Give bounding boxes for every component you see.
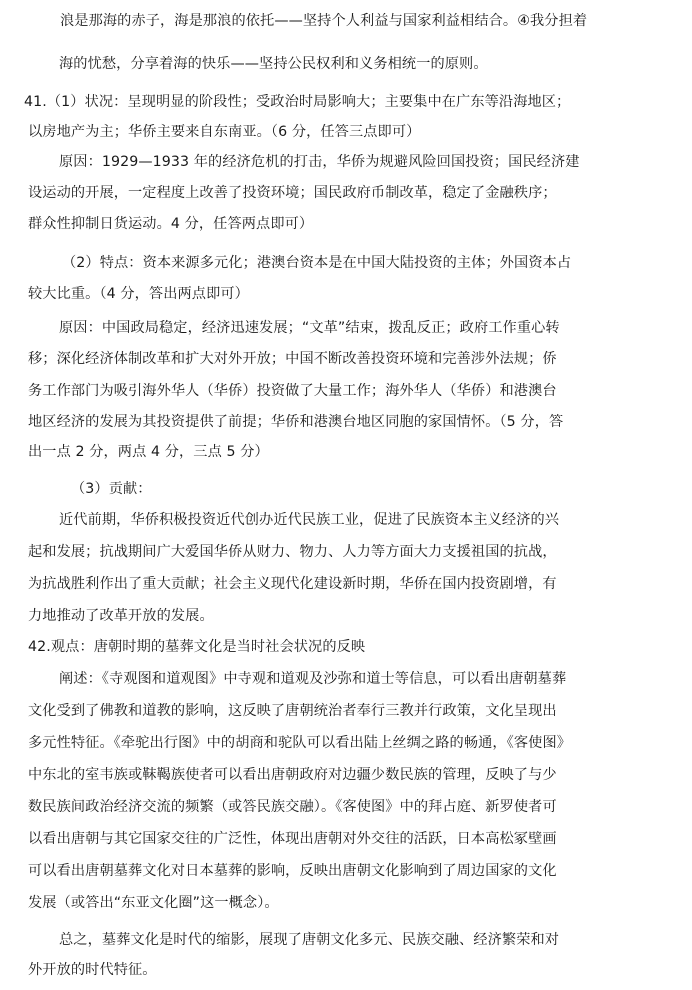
text-line: 浪是那海的赤子，海是那浪的依托——坚持个人利益与国家利益相结合。④我分担着 [60,13,588,29]
text-line: 阐述：《寺观图和道观图》中寺观和道观及沙弥和道士等信息，可以看出唐朝墓葬 [59,671,567,687]
text-line: 数民族间政治经济交流的频繁（或答民族交融）。《客使图》中的拜占庭、新罗使者可 [28,799,557,815]
text-line: 群众性抑制日货运动。4 分，任答两点即可） [28,216,314,232]
text-line: 较大比重。（4 分，答出两点即可） [28,286,249,302]
text-line: 多元性特征。《牵驼出行图》中的胡商和驼队可以看出陆上丝绸之路的畅通，《客使图》 [28,735,572,751]
text-line: 以房地产为主；华侨主要来自东南亚。（6 分，任答三点即可） [28,124,421,140]
text-line: 务工作部门为吸引海外华人（华侨）投资做了大量工作；海外华人（华侨）和港澳台 [28,383,557,399]
text-line: 外开放的时代特征。 [28,962,157,978]
text-line: 力地推动了改革开放的发展。 [28,608,214,624]
text-line: 文化受到了佛教和道教的影响，这反映了唐朝统治者奉行三教并行政策，文化呈现出 [28,703,557,719]
text-line: 总之，墓葬文化是时代的缩影，展现了唐朝文化多元、民族交融、经济繁荣和对 [59,932,560,948]
text-line: 出一点 2 分，两点 4 分，三点 5 分） [28,444,269,460]
text-line: 起和发展；抗战期间广大爱国华侨从财力、物力、人力等方面大力支援祖国的抗战， [28,544,557,560]
text-line: 41.（1）状况：呈现明显的阶段性；受政治时局影响大；主要集中在广东等沿海地区； [24,94,571,110]
text-line: 原因：中国政局稳定，经济迅速发展；“文革”结束，拨乱反正；政府工作重心转 [59,320,560,336]
text-line: 海的忧愁，分享着海的快乐——坚持公民权利和义务相统一的原则。 [59,56,488,72]
text-line: 42.观点：唐朝时期的墓葬文化是当时社会状况的反映 [28,639,366,655]
text-line: 以看出唐朝与其它国家交往的广泛性，体现出唐朝对外交往的活跃，日本高松冢壁画 [28,831,557,847]
text-line: 可以看出唐朝墓葬文化对日本墓葬的影响，反映出唐朝文化影响到了周边国家的文化 [28,863,557,879]
text-line: 近代前期，华侨积极投资近代创办近代民族工业，促进了民族资本主义经济的兴 [59,512,560,528]
text-line: 地区经济的发展为其投资提供了前提；华侨和港澳台地区同胞的家国情怀。（5 分，答 [28,414,564,430]
text-line: 移；深化经济体制改革和扩大对外开放；中国不断改善投资环境和完善涉外法规；侨 [28,351,557,367]
text-line: 原因：1929—1933 年的经济危机的打击，华侨为规避风险回国投资；国民经济建 [59,154,580,170]
text-line: 中东北的室韦族或靺鞨族使者可以看出唐朝政府对边疆少数民族的管理，反映了与少 [28,767,557,783]
text-line: 发展（或答出“东亚文化圈”这一概念）。 [28,895,279,911]
text-line: 为抗战胜利作出了重大贡献；社会主义现代化建设新时期，华侨在国内投资剧增，有 [28,576,557,592]
text-line: （2）特点：资本来源多元化；港澳台资本是在中国大陆投资的主体；外国资本占 [62,255,572,271]
text-line: （3）贡献： [71,481,152,497]
text-line: 设运动的开展，一定程度上改善了投资环境；国民政府币制改革，稳定了金融秩序； [28,185,557,201]
